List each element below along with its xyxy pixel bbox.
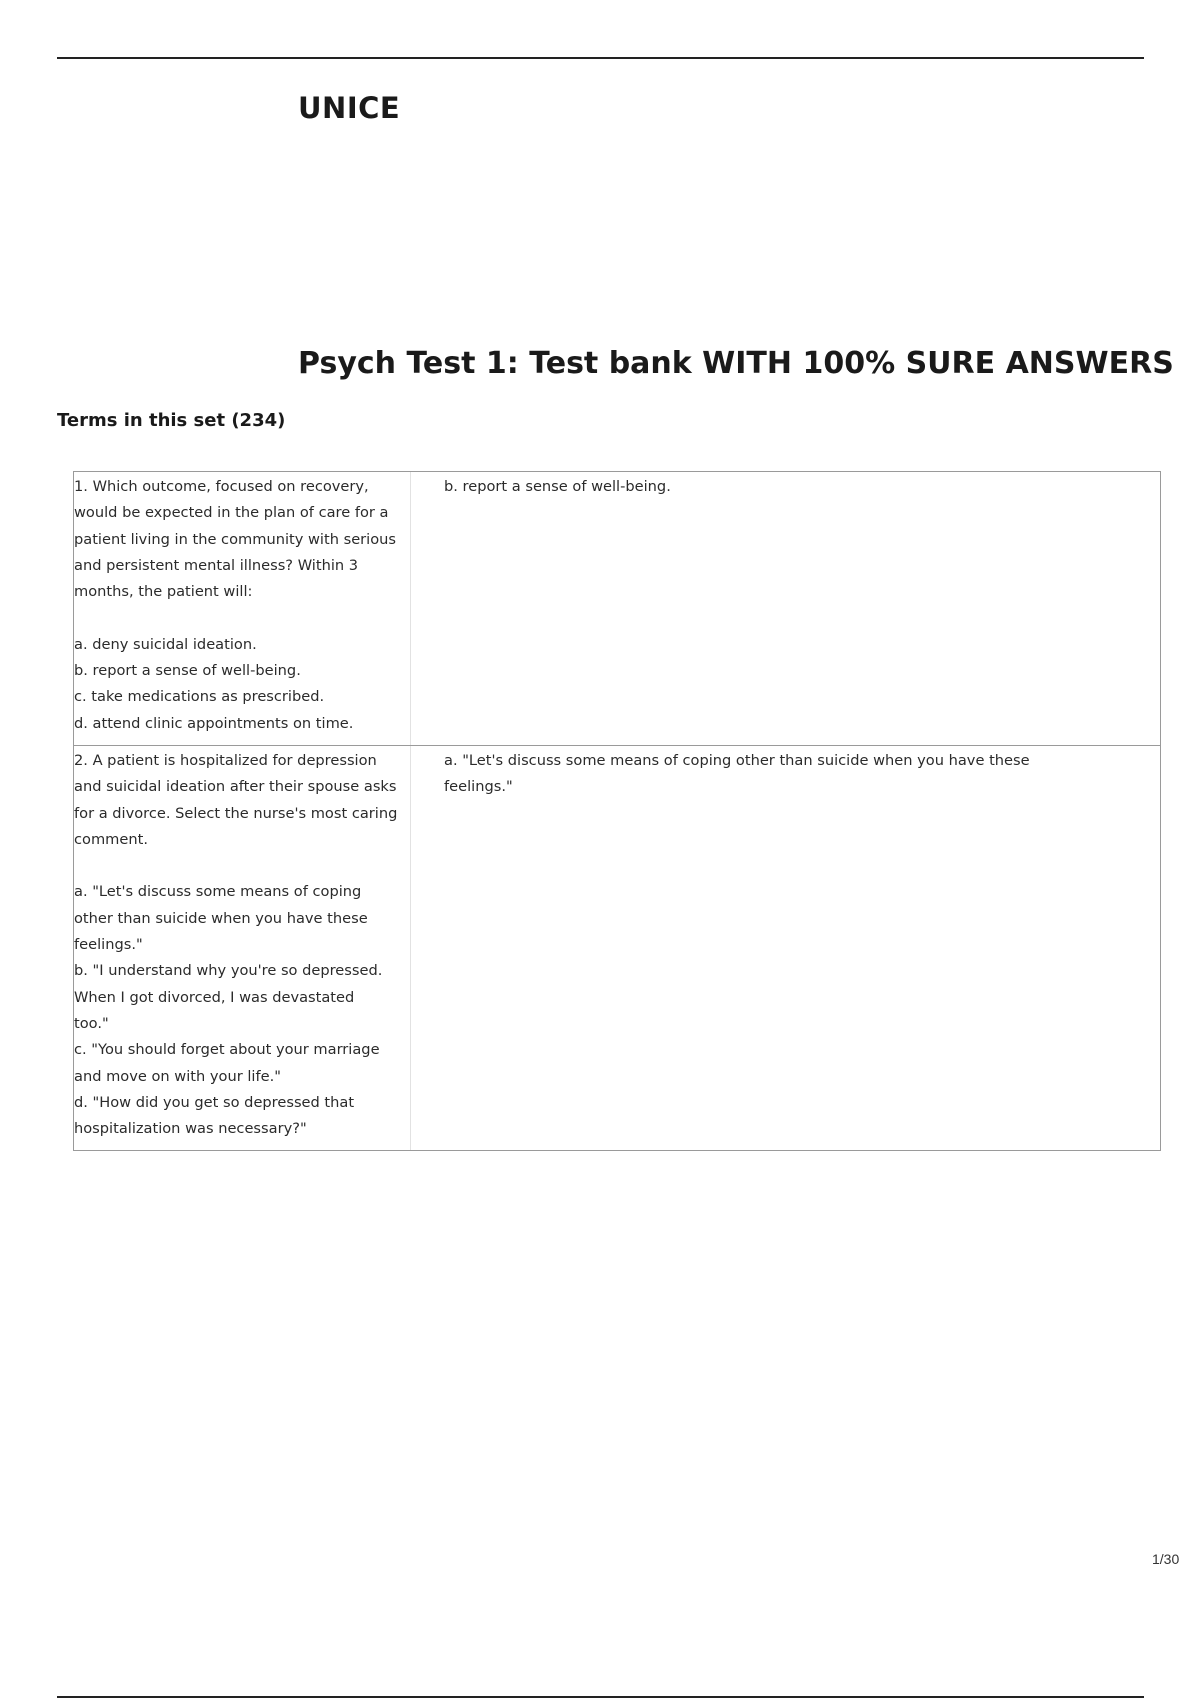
term-line: 2. A patient is hospitalized for depression bbox=[74, 752, 377, 769]
term-line: would be expected in the plan of care for a bbox=[74, 504, 389, 522]
term-option: c. "You should forget about your marriage bbox=[74, 1041, 380, 1059]
term-option: other than suicide when you have these bbox=[74, 909, 368, 927]
definition-cell bbox=[411, 746, 1160, 1150]
flashcard-table bbox=[73, 471, 1161, 1151]
term-line: and persistent mental illness? Within 3 bbox=[74, 556, 359, 574]
bottom-rule bbox=[57, 1696, 1144, 1698]
definition-line: feelings." bbox=[444, 778, 513, 796]
term-option: too." bbox=[74, 1014, 109, 1032]
line-gap bbox=[74, 853, 402, 879]
term-option: hospitalization was necessary?" bbox=[74, 1120, 307, 1138]
term-option: b. "I understand why you're so depressed. bbox=[74, 962, 383, 980]
top-rule bbox=[57, 57, 1144, 59]
terms-count-label: Terms in this set (234) bbox=[57, 410, 286, 431]
definition-line: b. report a sense of well-being. bbox=[444, 478, 671, 495]
term-line: months, the patient will: bbox=[74, 583, 253, 601]
flashcard-row bbox=[74, 472, 1160, 745]
flashcard-row bbox=[74, 745, 1160, 1150]
term-line: comment. bbox=[74, 830, 148, 848]
term-line: and suicidal ideation after their spouse asks bbox=[74, 778, 397, 796]
page-number: 1/30 bbox=[1152, 1551, 1180, 1567]
definition-cell bbox=[411, 472, 1160, 745]
definition-line: a. "Let's discuss some means of coping other than suicide when you have these bbox=[444, 752, 1030, 769]
line-gap bbox=[74, 605, 402, 631]
page-title: Psych Test 1: Test bank WITH 100% SURE ANSWERS bbox=[298, 346, 1174, 381]
term-option: When I got divorced, I was devastated bbox=[74, 988, 355, 1006]
term-option: d. attend clinic appointments on time. bbox=[74, 714, 354, 732]
term-option: a. deny suicidal ideation. bbox=[74, 635, 257, 653]
term-option: a. "Let's discuss some means of coping bbox=[74, 883, 362, 901]
term-option: feelings." bbox=[74, 936, 143, 954]
term-option: c. take medications as prescribed. bbox=[74, 688, 325, 706]
term-option: and move on with your life." bbox=[74, 1067, 281, 1085]
term-line: 1. Which outcome, focused on recovery, bbox=[74, 478, 369, 495]
brand-name: UNICE bbox=[298, 91, 401, 125]
term-option: d. "How did you get so depressed that bbox=[74, 1093, 355, 1111]
term-cell bbox=[74, 472, 411, 745]
term-cell bbox=[74, 746, 411, 1150]
term-line: for a divorce. Select the nurse's most caring bbox=[74, 804, 398, 822]
term-option: b. report a sense of well-being. bbox=[74, 662, 301, 680]
term-line: patient living in the community with serious bbox=[74, 530, 397, 548]
